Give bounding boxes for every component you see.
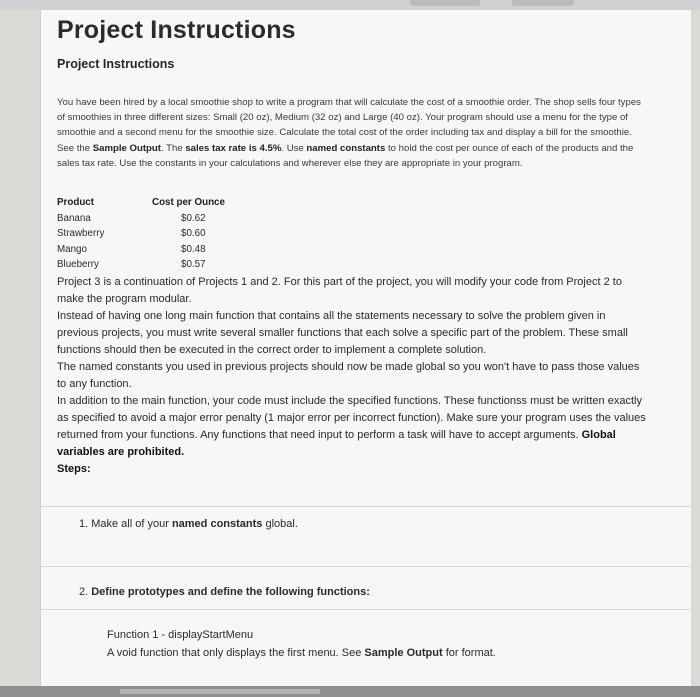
intro-sample-output: Sample Output xyxy=(92,142,161,154)
body-paragraph-2: Instead of having one long main function that contains all the statements necessary to solve the problem given in previous projects, you must write several smaller functions that each solve a specific part of the problem. These small functions should then be executed in the correct order to implement a complete solution. xyxy=(57,310,628,356)
project-description xyxy=(57,274,647,478)
header-cost: Cost per Ounce xyxy=(152,197,225,208)
product-cost: $0.60 xyxy=(181,228,206,239)
function-1-name: Function 1 - displayStartMenu xyxy=(107,629,254,641)
bottom-edge xyxy=(0,686,700,697)
header-product: Product xyxy=(57,197,95,208)
step-1-tail: global. xyxy=(262,518,298,530)
product-name: Blueberry xyxy=(57,259,99,270)
intro-paragraph xyxy=(57,95,647,171)
page-title: Project Instructions xyxy=(57,16,296,44)
document-page xyxy=(40,10,691,686)
steps-label-line xyxy=(57,461,647,478)
bottom-bar xyxy=(120,689,320,694)
global-variables-note: Global variables are prohibited. xyxy=(57,429,616,458)
browser-top-strip xyxy=(0,0,700,10)
intro-text-3: . Use xyxy=(281,142,307,154)
intro-named-constants: named constants xyxy=(306,142,386,154)
function-1-desc-tail: for format. xyxy=(442,647,496,659)
body-paragraph-4-text: In addition to the main function, your code must include the specified functions. These functionss must be written exactly as specified to avoid a major error penalty (1 major error per incorrect function). Make sure your program uses the values returned from your functions. Any functions that need input to perform a task will have to accept arguments. xyxy=(57,395,646,441)
divider-line xyxy=(41,566,691,567)
step-1 xyxy=(79,518,298,530)
step-2 xyxy=(79,586,370,598)
intro-text-2: . The xyxy=(160,142,186,154)
divider-line xyxy=(41,506,691,507)
steps-label: Steps: xyxy=(57,463,91,475)
product-cost: $0.57 xyxy=(181,259,206,270)
step-2-bold: Define prototypes and define the following functions: xyxy=(91,586,370,598)
body-paragraph-4 xyxy=(57,393,647,461)
product-name: Strawberry xyxy=(57,228,105,239)
function-1-desc-text: A void function that only displays the first menu. See xyxy=(107,647,365,659)
intro-text-4: to hold the cost per ounce of each of the products and the sales tax rate. Use the constants in your calculations and wherever else they are appropriate in your program. xyxy=(57,142,634,169)
product-cost: $0.62 xyxy=(181,212,206,224)
intro-tax-rate: sales tax rate is 4.5% xyxy=(185,142,282,154)
step-2-number: 2. xyxy=(79,586,92,598)
body-paragraph-1: Project 3 is a continuation of Projects 1 and 2. For this part of the project, you will modify your code from Project 2 to make the program modular. xyxy=(57,276,622,305)
product-cost: $0.48 xyxy=(181,243,206,255)
product-name: Banana xyxy=(57,212,91,224)
section-subtitle: Project Instructions xyxy=(57,57,175,71)
top-tab-1 xyxy=(410,0,480,6)
function-1-block xyxy=(107,626,496,662)
body-paragraph-3: The named constants you used in previous projects should now be made global so you won't have to pass those values to any function. xyxy=(57,361,640,390)
product-name: Mango xyxy=(57,243,87,255)
function-1-description xyxy=(107,644,496,662)
function-1-sample-output: Sample Output xyxy=(364,647,443,659)
top-tab-2 xyxy=(512,0,574,6)
step-1-text: 1. Make all of your xyxy=(79,518,172,530)
intro-text-1: You have been hired by a local smoothie shop to write a program that will calculate the cost of a smoothie order. The shop sells four types of smoothies in three different sizes: Small (20 oz), Medium (32 oz) and Large (40 oz). Your program should use a menu for the type of smoothie and a second menu for the smoothie size. Calculate the total cost of the order including tax and display a bill for the smoothie. See the xyxy=(57,97,641,154)
step-1-bold: named constants xyxy=(171,518,263,530)
divider-line xyxy=(41,609,691,610)
